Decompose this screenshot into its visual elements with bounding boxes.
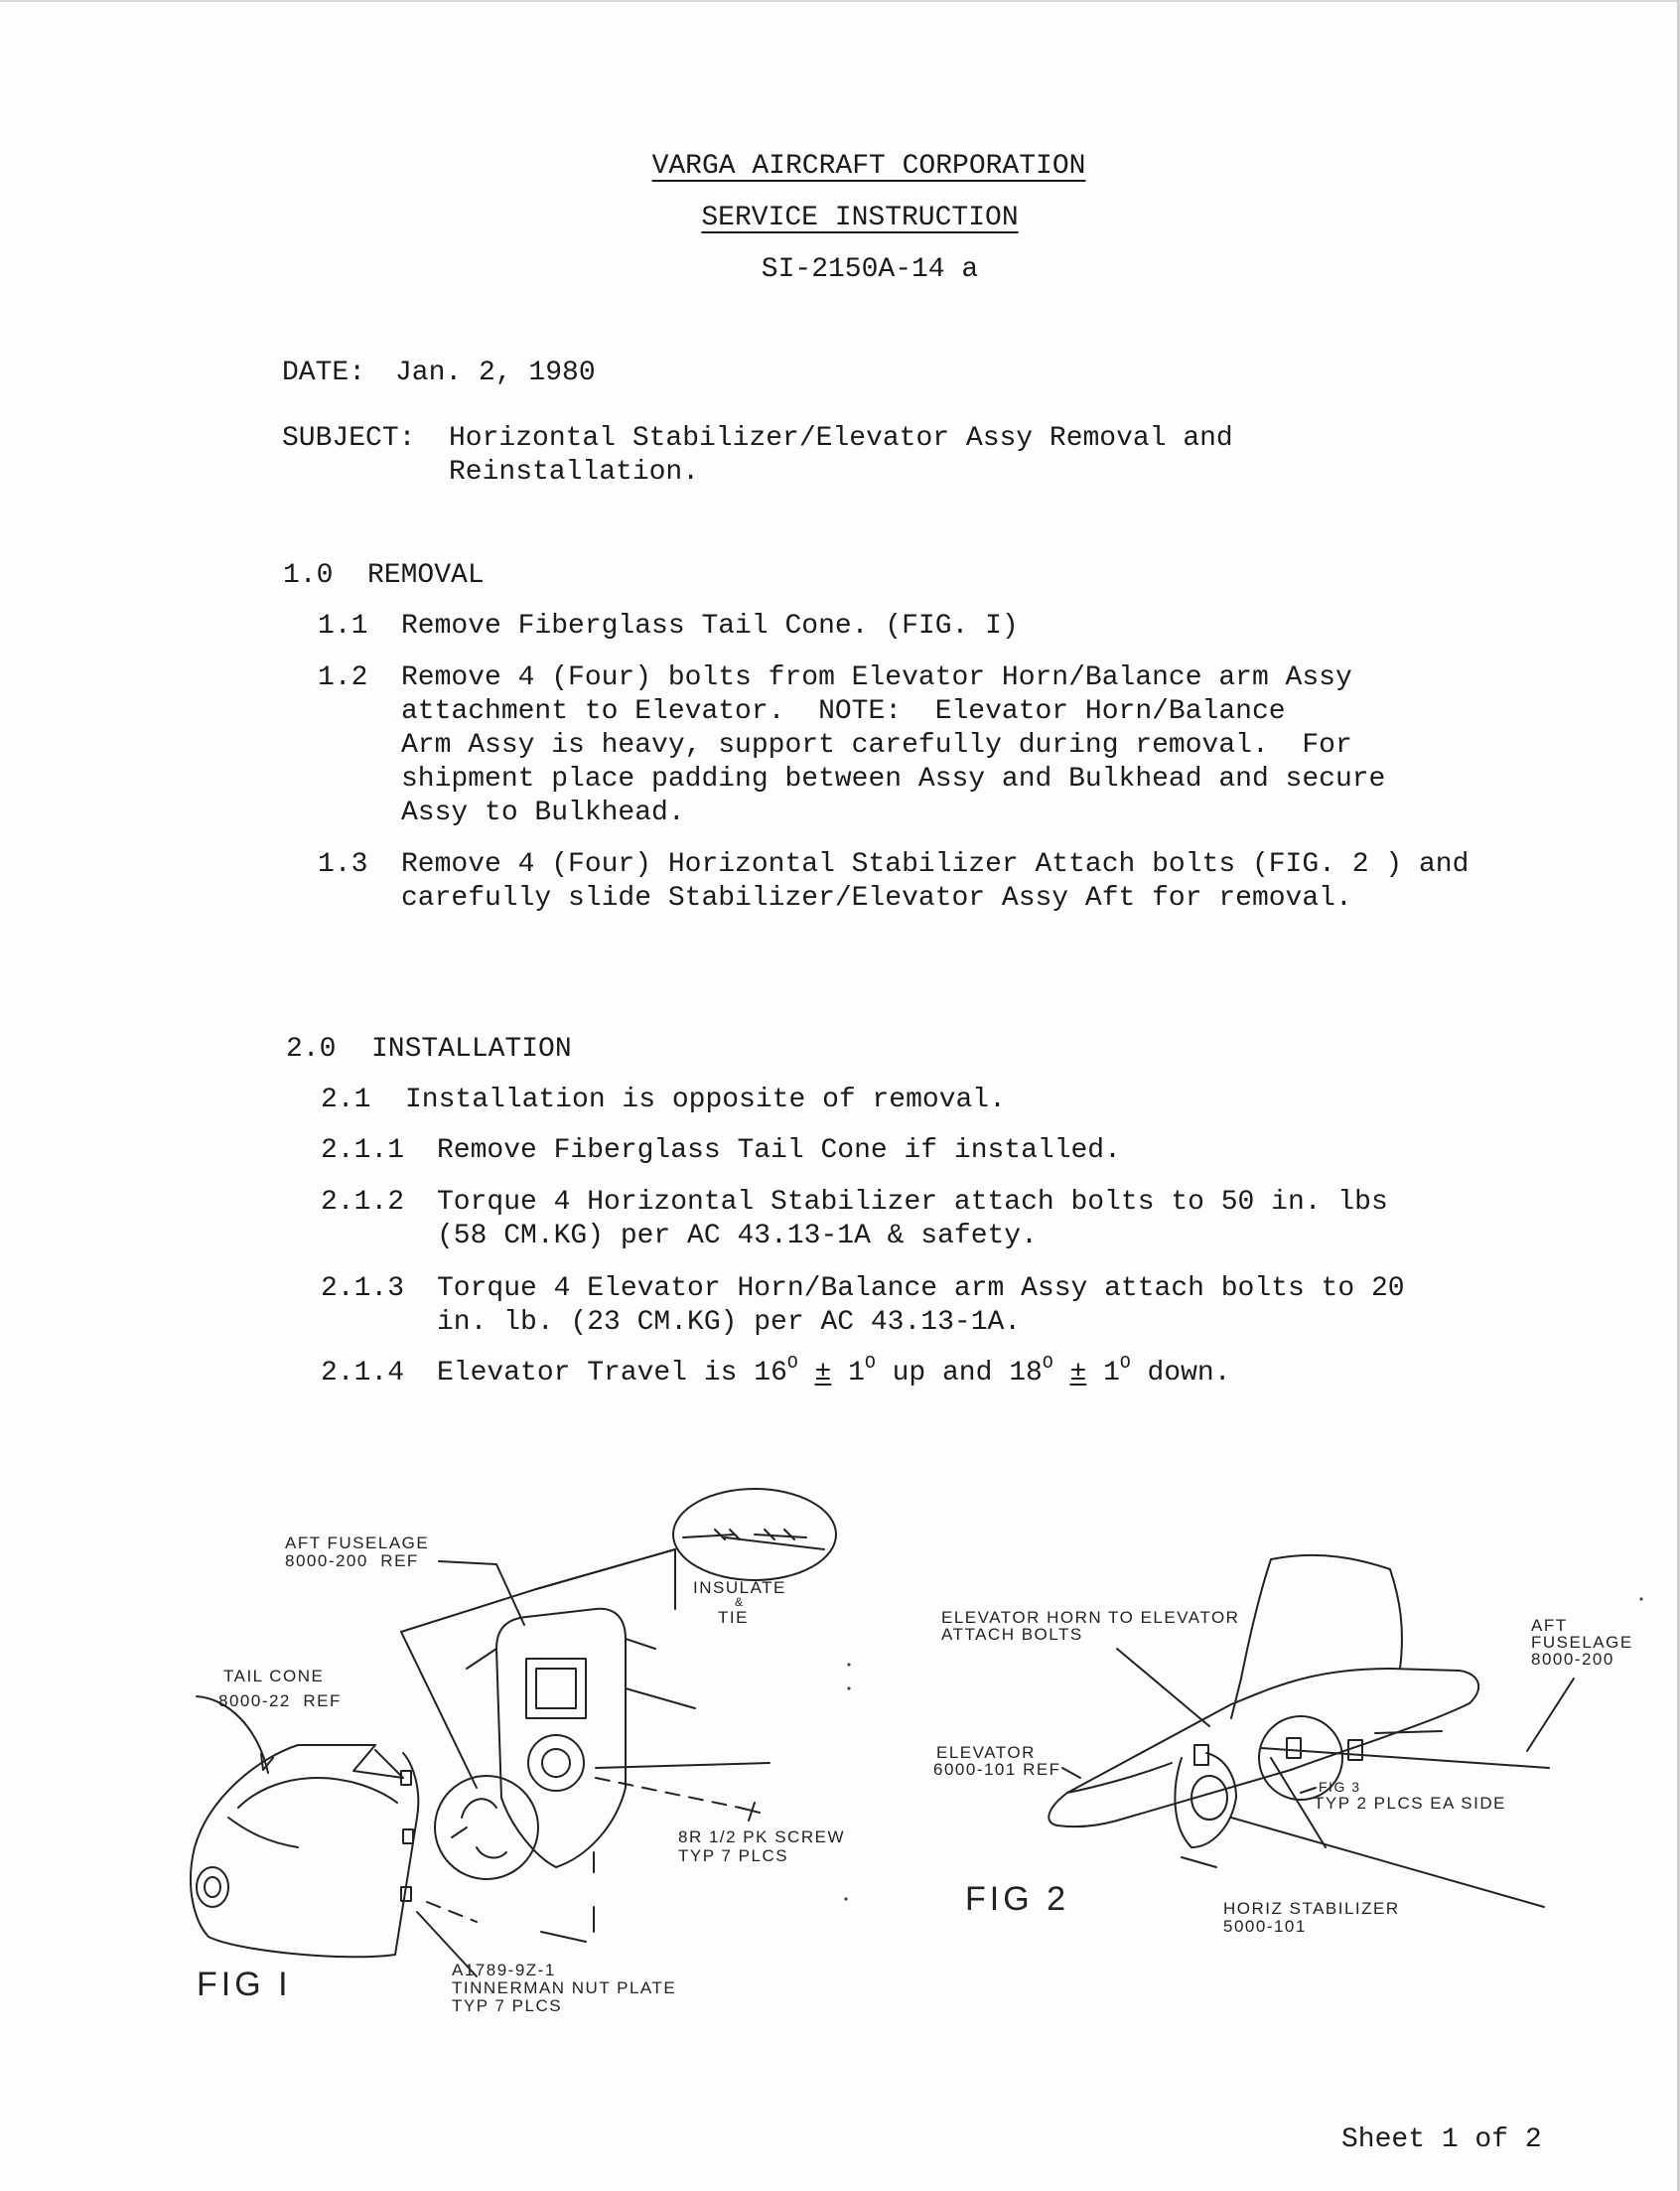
date-label: DATE: — [282, 358, 366, 388]
leader-line — [1062, 1768, 1080, 1778]
leader-line — [1301, 1788, 1316, 1793]
item-text-line: in. lb. (23 CM.KG) per AC 43.13-1A. — [437, 1307, 1022, 1338]
travel-up-tolerance: 1 — [848, 1358, 865, 1388]
item-text-line: Torque 4 Elevator Horn/Balance arm Assy attach bolts to 20 — [437, 1273, 1405, 1304]
document-number: SI-2150A-14 a — [761, 254, 979, 285]
item-text-line: Assy to Bulkhead. — [401, 798, 685, 828]
item-text-line: Arm Assy is heavy, support carefully during removal. For — [401, 730, 1352, 761]
leader-line — [1117, 1649, 1209, 1726]
tail-cone-ref: 8000-22 REF — [218, 1691, 342, 1710]
leader-line — [1527, 1679, 1574, 1751]
item-text-line: carefully slide Stabilizer/Elevator Assy Aft for removal. — [401, 883, 1352, 914]
subject-line-1: Horizontal Stabilizer/Elevator Assy Removal and — [449, 423, 1233, 454]
tie-label: TIE — [718, 1608, 749, 1627]
degree-symbol: O — [864, 1354, 876, 1374]
fig2-aft-label: AFT — [1531, 1616, 1568, 1635]
degree-symbol: O — [1042, 1354, 1053, 1374]
screw-label: 8R 1/2 PK SCREW — [678, 1827, 845, 1846]
item-number: 2.1.3 — [321, 1273, 405, 1304]
item-text-line: Installation is opposite of removal. — [405, 1085, 1006, 1115]
travel-down-degrees: 18 — [1009, 1358, 1043, 1388]
item-text-line: Remove Fiberglass Tail Cone. (FIG. I) — [401, 611, 1019, 642]
section-number: 1.0 — [283, 560, 334, 591]
fig1-aft-fuselage-ref: 8000-200 REF — [285, 1551, 419, 1570]
fig3-label: FIG 3 — [1319, 1779, 1361, 1795]
fig1-aft-fuselage-label: AFT FUSELAGE — [285, 1534, 430, 1552]
item-text-line: Torque 4 Horizontal Stabilizer attach bolts to 50 in. lbs — [437, 1187, 1388, 1218]
ampersand-label: & — [735, 1595, 745, 1609]
tail-cone-drawing — [191, 1745, 418, 1957]
fig2-fuselage-label: FUSELAGE — [1531, 1633, 1633, 1652]
item-text-line: (58 CM.KG) per AC 43.13-1A & safety. — [437, 1221, 1038, 1251]
company-name: VARGA AIRCRAFT CORPORATION — [651, 151, 1086, 182]
aft-fuselage-bulkhead-drawing — [401, 1549, 770, 1942]
travel-mid: up and — [892, 1358, 993, 1388]
insulate-label: INSULATE — [693, 1578, 786, 1597]
plus-minus-symbol: ± — [814, 1358, 832, 1388]
travel-prefix: Elevator Travel is — [437, 1358, 738, 1388]
leader-line — [1375, 1731, 1442, 1733]
travel-down-tolerance: 1 — [1103, 1358, 1120, 1388]
document-type: SERVICE INSTRUCTION — [701, 203, 1019, 233]
plus-minus-symbol: ± — [1069, 1358, 1087, 1388]
item-number: 2.1.4 — [321, 1358, 405, 1388]
travel-suffix: down. — [1147, 1358, 1231, 1388]
stabilizer-label: HORIZ STABILIZER — [1223, 1899, 1400, 1918]
travel-up-degrees: 16 — [754, 1358, 787, 1388]
nut-plate-qty: TYP 7 PLCS — [452, 1996, 563, 2015]
degree-symbol: O — [786, 1354, 798, 1374]
subject-line-2: Reinstallation. — [449, 457, 700, 488]
item-text-line: Remove 4 (Four) Horizontal Stabilizer Attach bolts (FIG. 2 ) and — [401, 849, 1470, 880]
fig1-caption: FIG I — [197, 1966, 292, 2003]
section-title: INSTALLATION — [371, 1034, 572, 1065]
horizontal-stabilizer-drawing — [1049, 1669, 1549, 1907]
sheet-number: Sheet 1 of 2 — [1341, 2124, 1542, 2155]
leader-line — [1182, 1857, 1216, 1867]
arrowhead — [740, 1803, 760, 1821]
insulate-tie-detail-drawing — [673, 1489, 836, 1580]
elevator-ref: 6000-101 REF — [933, 1760, 1061, 1779]
horn-bolts-label: ELEVATOR HORN TO ELEVATOR — [941, 1608, 1240, 1627]
screw-qty: TYP 7 PLCS — [678, 1846, 789, 1865]
stabilizer-ref: 5000-101 — [1223, 1917, 1307, 1936]
fig3-qty-label: TYP 2 PLCS EA SIDE — [1314, 1794, 1506, 1813]
fig2-fuselage-ref: 8000-200 — [1531, 1650, 1614, 1669]
detail-circle-drawing — [435, 1776, 538, 1879]
item-number: 1.1 — [318, 611, 368, 642]
item-text-line: shipment place padding between Assy and Bulkhead and secure — [401, 764, 1386, 795]
section-number: 2.0 — [286, 1034, 337, 1065]
item-text-line: Remove Fiberglass Tail Cone if installed. — [437, 1135, 1121, 1166]
fig2-caption: FIG 2 — [965, 1880, 1070, 1918]
item-text-line: attachment to Elevator. NOTE: Elevator Horn/Balance — [401, 696, 1286, 727]
nut-plate-label: TINNERMAN NUT PLATE — [452, 1978, 677, 1997]
section-title: REMOVAL — [367, 560, 485, 591]
tail-cone-label: TAIL CONE — [223, 1667, 325, 1685]
degree-symbol: O — [1119, 1354, 1131, 1374]
item-number: 2.1.2 — [321, 1187, 405, 1218]
item-number: 1.2 — [318, 662, 368, 693]
elevator-label: ELEVATOR — [936, 1743, 1036, 1762]
nut-plate-part-number: A1789-9Z-1 — [452, 1961, 556, 1979]
item-number: 1.3 — [318, 849, 368, 880]
item-number: 2.1.1 — [321, 1135, 405, 1166]
horn-bolts-label-2: ATTACH BOLTS — [941, 1625, 1083, 1644]
date-value: Jan. 2, 1980 — [395, 358, 596, 388]
subject-label: SUBJECT: — [282, 423, 416, 454]
item-text-line: Remove 4 (Four) bolts from Elevator Horn/Balance arm Assy — [401, 662, 1352, 693]
item-number: 2.1 — [321, 1085, 371, 1115]
